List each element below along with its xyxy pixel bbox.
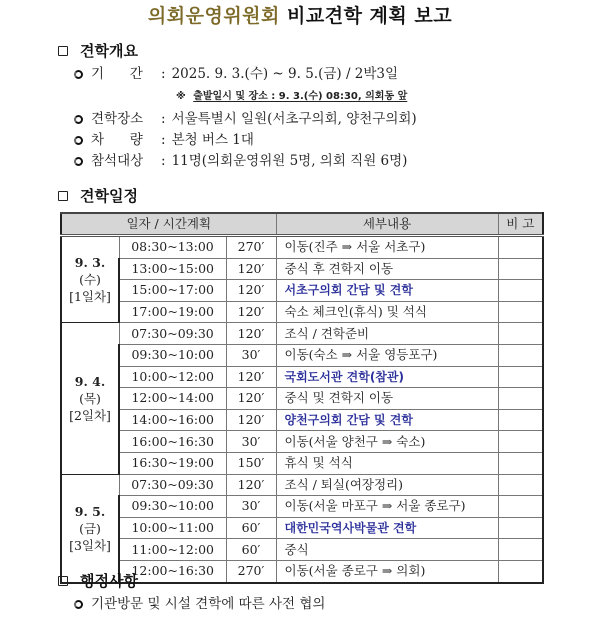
day-weekday: (목) bbox=[79, 390, 101, 406]
table-row bbox=[61, 344, 543, 366]
circle-bullet-icon bbox=[74, 136, 83, 145]
duration-cell: 120′ bbox=[226, 323, 276, 345]
item-label: 차 량 bbox=[91, 132, 143, 148]
day-date: 9. 3. bbox=[74, 255, 106, 271]
colon: : bbox=[161, 132, 166, 148]
note-cell bbox=[498, 517, 543, 539]
desc-cell: 이동(진주 ⇒ 서울 서초구) bbox=[276, 236, 498, 259]
desc-cell: 중식 및 견학지 이동 bbox=[276, 388, 498, 410]
note-mark: ※ bbox=[176, 91, 186, 102]
circle-bullet-icon bbox=[74, 70, 83, 79]
duration-cell: 60′ bbox=[226, 517, 276, 539]
desc-cell: 중식 bbox=[276, 539, 498, 561]
section-schedule-heading bbox=[58, 186, 138, 206]
duration-cell: 150′ bbox=[226, 452, 276, 474]
time-cell: 10:00~11:00 bbox=[119, 517, 226, 539]
desc-cell-highlight: 국회도서관 견학(참관) bbox=[276, 366, 498, 388]
table-row bbox=[61, 474, 543, 496]
table-row bbox=[61, 301, 543, 323]
section-title: 견학개요 bbox=[80, 42, 138, 60]
duration-cell: 120′ bbox=[226, 301, 276, 323]
duration-cell: 120′ bbox=[226, 388, 276, 410]
section-overview-heading bbox=[58, 41, 138, 61]
table-row bbox=[61, 539, 543, 561]
note-cell bbox=[498, 496, 543, 518]
overview-item-vehicle bbox=[74, 130, 254, 150]
overview-item-location bbox=[74, 109, 417, 129]
time-cell: 13:00~15:00 bbox=[119, 258, 226, 280]
duration-cell: 120′ bbox=[226, 409, 276, 431]
day-weekday: (금) bbox=[79, 520, 101, 536]
desc-cell: 이동(숙소 ⇒ 서울 영등포구) bbox=[276, 344, 498, 366]
note-cell bbox=[498, 409, 543, 431]
table-row bbox=[61, 517, 543, 539]
time-cell: 10:00~12:00 bbox=[119, 366, 226, 388]
day-label: [1일차] bbox=[69, 289, 111, 305]
desc-cell: 숙소 체크인(휴식) 및 석식 bbox=[276, 301, 498, 323]
table-row bbox=[61, 280, 543, 302]
header-remarks: 비 고 bbox=[498, 213, 543, 236]
desc-cell: 중식 후 견학지 이동 bbox=[276, 258, 498, 280]
checkbox-square-icon bbox=[58, 576, 68, 586]
item-label: 참석대상 bbox=[91, 153, 144, 169]
duration-cell: 120′ bbox=[226, 280, 276, 302]
admin-item bbox=[74, 594, 325, 614]
time-cell: 16:00~16:30 bbox=[119, 431, 226, 453]
header-details: 세부내용 bbox=[276, 213, 498, 236]
duration-cell: 30′ bbox=[226, 431, 276, 453]
table-row bbox=[61, 366, 543, 388]
time-cell: 17:00~19:00 bbox=[119, 301, 226, 323]
duration-cell: 120′ bbox=[226, 366, 276, 388]
duration-cell: 30′ bbox=[226, 344, 276, 366]
time-cell: 08:30~13:00 bbox=[119, 236, 226, 259]
duration-cell: 270′ bbox=[226, 560, 276, 582]
note-cell bbox=[498, 474, 543, 496]
note-cell bbox=[498, 539, 543, 561]
note-text: 출발일시 및 장소 : 9. 3.(수) 08:30, 의회동 앞 bbox=[193, 91, 408, 102]
circle-bullet-icon bbox=[74, 600, 83, 609]
day-label: [3일차] bbox=[69, 537, 111, 553]
time-cell: 09:30~10:00 bbox=[119, 344, 226, 366]
desc-cell: 조식 / 견학준비 bbox=[276, 323, 498, 345]
item-value: 2025. 9. 3.(수) ~ 9. 5.(금) / 2박3일 bbox=[171, 66, 399, 82]
note-cell bbox=[498, 431, 543, 453]
title-subject: 비교견학 계획 보고 bbox=[287, 5, 453, 27]
colon: : bbox=[161, 66, 166, 82]
day-cell bbox=[61, 236, 119, 323]
item-value: 11명(의회운영위원 5명, 의회 직원 6명) bbox=[171, 153, 408, 169]
checkbox-square-icon bbox=[58, 46, 68, 56]
page-title bbox=[0, 2, 600, 30]
time-cell: 11:00~12:00 bbox=[119, 539, 226, 561]
table-row bbox=[61, 496, 543, 518]
schedule-table bbox=[60, 212, 544, 584]
item-value: 기관방문 및 시설 견학에 따른 사전 협의 bbox=[91, 596, 326, 612]
desc-cell-highlight: 대한민국역사박물관 견학 bbox=[276, 517, 498, 539]
time-cell: 12:00~16:30 bbox=[119, 560, 226, 582]
time-cell: 07:30~09:30 bbox=[119, 323, 226, 345]
item-label: 견학장소 bbox=[91, 111, 144, 127]
time-cell: 15:00~17:00 bbox=[119, 280, 226, 302]
colon: : bbox=[161, 111, 166, 127]
day-cell bbox=[61, 323, 119, 474]
item-value: 서울특별시 일원(서초구의회, 양천구의회) bbox=[171, 111, 417, 127]
desc-cell: 이동(서울 마포구 ⇒ 서울 종로구) bbox=[276, 496, 498, 518]
duration-cell: 120′ bbox=[226, 258, 276, 280]
section-admin-heading bbox=[58, 571, 138, 591]
table-row bbox=[61, 236, 543, 259]
item-value: 본청 버스 1대 bbox=[171, 132, 254, 148]
duration-cell: 120′ bbox=[226, 474, 276, 496]
day-weekday: (수) bbox=[79, 272, 101, 288]
note-cell bbox=[498, 560, 543, 582]
day-date: 9. 4. bbox=[74, 373, 106, 389]
overview-item-period bbox=[74, 64, 398, 84]
header-date-time: 일자 / 시간계획 bbox=[61, 213, 276, 236]
table-row bbox=[61, 323, 543, 345]
time-cell: 07:30~09:30 bbox=[119, 474, 226, 496]
note-cell bbox=[498, 258, 543, 280]
table-row bbox=[61, 452, 543, 474]
time-cell: 16:30~19:00 bbox=[119, 452, 226, 474]
duration-cell: 30′ bbox=[226, 496, 276, 518]
desc-cell-highlight: 양천구의회 간담 및 견학 bbox=[276, 409, 498, 431]
day-cell bbox=[61, 474, 119, 582]
note-cell bbox=[498, 452, 543, 474]
note-cell bbox=[498, 301, 543, 323]
desc-cell: 조식 / 퇴실(여장정리) bbox=[276, 474, 498, 496]
desc-cell: 이동(서울 양천구 ⇒ 숙소) bbox=[276, 431, 498, 453]
note-cell bbox=[498, 280, 543, 302]
note-cell bbox=[498, 323, 543, 345]
colon: : bbox=[161, 153, 166, 169]
duration-cell: 270′ bbox=[226, 236, 276, 259]
table-header-row bbox=[61, 213, 543, 236]
checkbox-square-icon bbox=[58, 191, 68, 201]
circle-bullet-icon bbox=[74, 115, 83, 124]
day-label: [2일차] bbox=[69, 407, 111, 423]
overview-item-attendees bbox=[74, 151, 407, 171]
time-cell: 09:30~10:00 bbox=[119, 496, 226, 518]
note-cell bbox=[498, 236, 543, 259]
time-cell: 12:00~14:00 bbox=[119, 388, 226, 410]
day-date: 9. 5. bbox=[74, 503, 106, 519]
departure-note bbox=[176, 90, 407, 104]
item-label: 기 간 bbox=[91, 66, 143, 82]
section-title: 행정사항 bbox=[80, 572, 138, 590]
duration-cell: 60′ bbox=[226, 539, 276, 561]
section-title: 견학일정 bbox=[80, 187, 138, 205]
desc-cell-highlight: 서초구의회 간담 및 견학 bbox=[276, 280, 498, 302]
time-cell: 14:00~16:00 bbox=[119, 409, 226, 431]
note-cell bbox=[498, 388, 543, 410]
desc-cell: 휴식 및 석식 bbox=[276, 452, 498, 474]
desc-cell: 이동(서울 종로구 ⇒ 의회) bbox=[276, 560, 498, 582]
note-cell bbox=[498, 366, 543, 388]
table-row bbox=[61, 258, 543, 280]
table-row bbox=[61, 409, 543, 431]
note-cell bbox=[498, 344, 543, 366]
title-committee: 의회운영위원회 bbox=[147, 5, 280, 27]
table-row bbox=[61, 431, 543, 453]
circle-bullet-icon bbox=[74, 157, 83, 166]
table-row bbox=[61, 388, 543, 410]
